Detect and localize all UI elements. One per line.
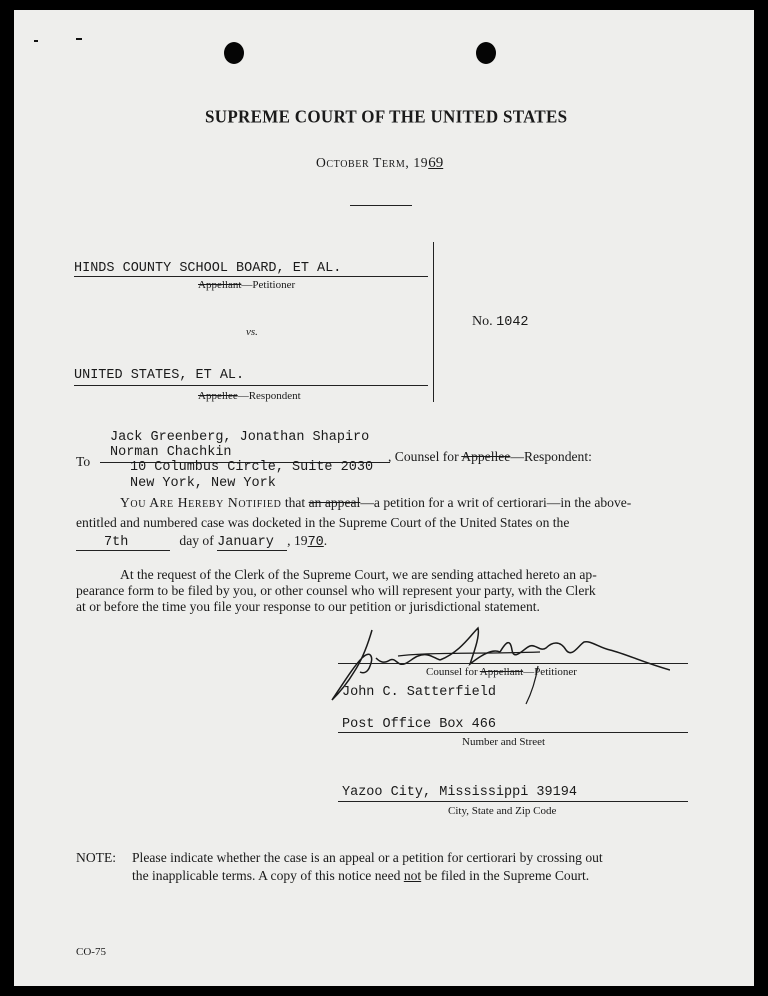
- case-number: [472, 314, 529, 330]
- request-paragraph: [76, 567, 690, 615]
- counsel-prefix: , Counsel for: [388, 449, 459, 464]
- counsel-struck: Appellee: [461, 449, 511, 464]
- term-divider: [350, 205, 412, 206]
- note-not: not: [403, 868, 422, 883]
- request-line-1: At the request of the Clerk of the Supreme Court, we are sending attached hereto an ap-: [120, 567, 597, 582]
- addressee-line-2: Norman Chachkin: [110, 445, 232, 460]
- addressee-line-1: Jack Greenberg, Jonathan Shapiro: [110, 430, 370, 445]
- note-line-2-post: be filed in the Supreme Court.: [424, 868, 590, 883]
- docket-year: 70: [307, 535, 324, 550]
- street-line: [338, 732, 688, 733]
- docket-month: January: [217, 535, 287, 551]
- versus-label: vs.: [246, 326, 258, 338]
- street-address: Post Office Box 466: [342, 717, 496, 732]
- case-number-value: 1042: [496, 315, 529, 330]
- note-line-2-pre: the inapplicable terms. A copy of this notice need: [132, 868, 401, 883]
- signature-label-role: —Petitioner: [523, 666, 577, 678]
- notice-line-1: [76, 494, 690, 511]
- addressee-line-3: 10 Columbus Circle, Suite 2030: [130, 460, 374, 475]
- city-label: City, State and Zip Code: [448, 805, 557, 817]
- respondent-struck: Appellee: [198, 390, 238, 402]
- petitioner-role: —Petitioner: [241, 279, 296, 291]
- city-line: [338, 801, 688, 802]
- docket-period: .: [323, 533, 328, 548]
- note-line-2: [132, 868, 589, 884]
- term-line: [316, 155, 443, 172]
- term-label: October Term, 19: [316, 155, 429, 170]
- request-line-2: pearance form to be filed by you, or other counsel who will represent your party, with the Clerk: [76, 583, 596, 598]
- respondent-name: UNITED STATES, ET AL.: [74, 368, 245, 383]
- street-label: Number and Street: [462, 736, 546, 748]
- to-label: To: [76, 454, 91, 469]
- form-code: CO-75: [76, 946, 106, 958]
- respondent-role: —Respondent: [237, 390, 301, 402]
- corner-mark-2: [76, 38, 82, 40]
- notice-paragraph: [76, 494, 690, 531]
- notice-line-2: entitled and numbered case was docketed in the Supreme Court of the United States on the: [76, 515, 570, 530]
- notice-that: that: [284, 495, 306, 510]
- document-title: SUPREME COURT OF THE UNITED STATES: [205, 106, 568, 127]
- case-number-label: No.: [472, 314, 493, 329]
- signature-label-struck: Appellant: [479, 666, 524, 678]
- respondent-line: [74, 385, 428, 386]
- corner-mark: [34, 40, 38, 42]
- signature-designation: [426, 666, 577, 678]
- counsel-name: John C. Satterfield: [342, 685, 496, 700]
- caption-bracket: [433, 242, 434, 402]
- docket-year-prefix: , 19: [287, 533, 308, 548]
- docket-day: 7th: [76, 535, 170, 551]
- respondent-designation: [198, 390, 301, 402]
- notice-struck: an appeal: [308, 495, 361, 510]
- signature-line: [338, 663, 688, 664]
- note-line-1: Please indicate whether the case is an appeal or a petition for certiorari by crossing out: [132, 850, 603, 865]
- counsel-role: —Respondent:: [510, 449, 592, 464]
- signature-label-prefix: Counsel for: [426, 666, 478, 678]
- petitioner-designation: [198, 279, 295, 291]
- punch-hole-left: [224, 42, 244, 64]
- request-line-3: at or before the time you file your response to our petition or jurisdictional statement.: [76, 599, 540, 614]
- notice-lead: You Are Hereby Notified: [120, 495, 282, 510]
- petitioner-name: HINDS COUNTY SCHOOL BOARD, ET AL.: [74, 261, 342, 276]
- docket-date-line: [76, 533, 327, 551]
- city-address: Yazoo City, Mississippi 39194: [342, 785, 577, 800]
- petitioner-struck: Appellant: [198, 279, 242, 291]
- term-year: 69: [428, 155, 444, 171]
- document-page: [14, 10, 754, 986]
- counsel-for-label: [388, 449, 592, 465]
- note-label: NOTE:: [76, 850, 117, 865]
- docket-day-of: day of: [179, 533, 214, 548]
- petitioner-line: [74, 276, 428, 277]
- punch-hole-right: [476, 42, 496, 64]
- addressee-line-4: New York, New York: [130, 476, 276, 491]
- notice-line-1-rest: —a petition for a writ of certiorari—in the above-: [360, 495, 632, 510]
